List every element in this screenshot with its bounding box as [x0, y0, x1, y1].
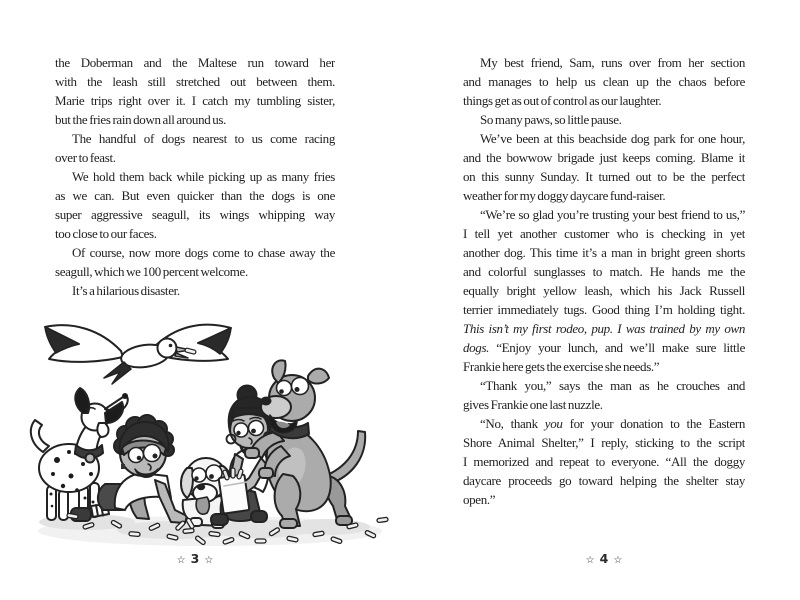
text-line: Of course, now more dogs come to chase away the: [72, 245, 335, 260]
text-line: and colorful sunglasses to match. He hands me the: [463, 264, 745, 279]
left-page-text: [55, 53, 335, 300]
text-line: “We’re so glad you’re trusting your best friend to us,”: [480, 207, 745, 222]
text-line: another dog. This time it’s a man in bright green shorts: [463, 245, 745, 260]
seagull-illustration: [45, 325, 231, 384]
text-line: My best friend, Sam, runs over from her section: [480, 55, 745, 70]
text-line: The handful of dogs nearest to us come racing: [72, 131, 335, 146]
text-line: daycare proceeds go toward helping the shelter stay: [463, 473, 745, 488]
text-line: I tell yet another customer who is checking in yet: [463, 226, 745, 241]
text-line: and the bowwow brigade just keeps coming. Blame it: [463, 150, 745, 165]
text-line: We hold them back while picking up as many fries: [72, 169, 335, 184]
text-line: things get as out of control as our laughter.: [463, 93, 662, 108]
text-line: “No, thank you for your donation to the Eastern: [480, 416, 745, 431]
text-line: Shore Animal Shelter,” I reply, sticking to the script: [463, 435, 745, 450]
star-icon: ☆: [204, 555, 214, 566]
illustration-svg: [25, 318, 395, 553]
star-icon: ☆: [585, 555, 595, 566]
text-line: on this sunny Sunday. It turned out to be the perfect: [463, 169, 745, 184]
text-line: super aggressive seagull, its wings whipping way: [55, 207, 335, 222]
text-line: equally bright yellow leash, which his Jack Russell: [463, 283, 745, 298]
jumping-dog-illustration: [245, 360, 365, 528]
fries-bag: [219, 468, 250, 514]
text-line: open.”: [463, 492, 496, 507]
text-line: Marie trips right over it. I catch my tumbling sister,: [55, 93, 335, 108]
text-line: We’ve been at this beachside dog park for one hour,: [480, 131, 745, 146]
star-icon: ☆: [613, 555, 623, 566]
text-line: Frankie here gets the exercise she needs.”: [463, 359, 660, 374]
illustration: [25, 318, 395, 553]
page-number: 4: [599, 551, 609, 566]
text-line: seagull, which we 100 percent welcome.: [55, 264, 248, 279]
text-line: weather for my doggy daycare fund-raiser.: [463, 188, 666, 203]
text-line: and manages to help us clean up the chaos before: [463, 74, 745, 89]
star-icon: ☆: [176, 555, 186, 566]
page-number: 3: [190, 551, 200, 566]
text-line: It’s a hilarious disaster.: [72, 283, 180, 298]
text-line: I memorized and repeat to everyone. “All the doggy: [463, 454, 745, 469]
text-line: but the fries rain down all around us.: [55, 112, 227, 127]
right-page-text: [463, 53, 745, 509]
text-line: So many paws, so little pause.: [480, 112, 622, 127]
text-line: This isn’t my first rodeo, pup. I was trained by my own: [463, 321, 745, 336]
text-line: dogs. “Enjoy your lunch, and we’ll make sure little: [463, 340, 745, 355]
text-line: over to feast.: [55, 150, 116, 165]
text-line: terrier immediately tugs. Good thing I’m holding tight.: [463, 302, 745, 317]
text-line: the Doberman and the Maltese run toward her: [55, 55, 335, 70]
text-line: gives Frankie one last nuzzle.: [463, 397, 603, 412]
page-number-right: [463, 551, 745, 566]
text-line: “Thank you,” says the man as he crouches and: [480, 378, 745, 393]
page-number-left: [55, 551, 335, 566]
text-line: with the leash still stretched out between them.: [55, 74, 335, 89]
text-line: too close to our faces.: [55, 226, 157, 241]
text-line: as we can. But even quicker than the dogs is one: [55, 188, 335, 203]
